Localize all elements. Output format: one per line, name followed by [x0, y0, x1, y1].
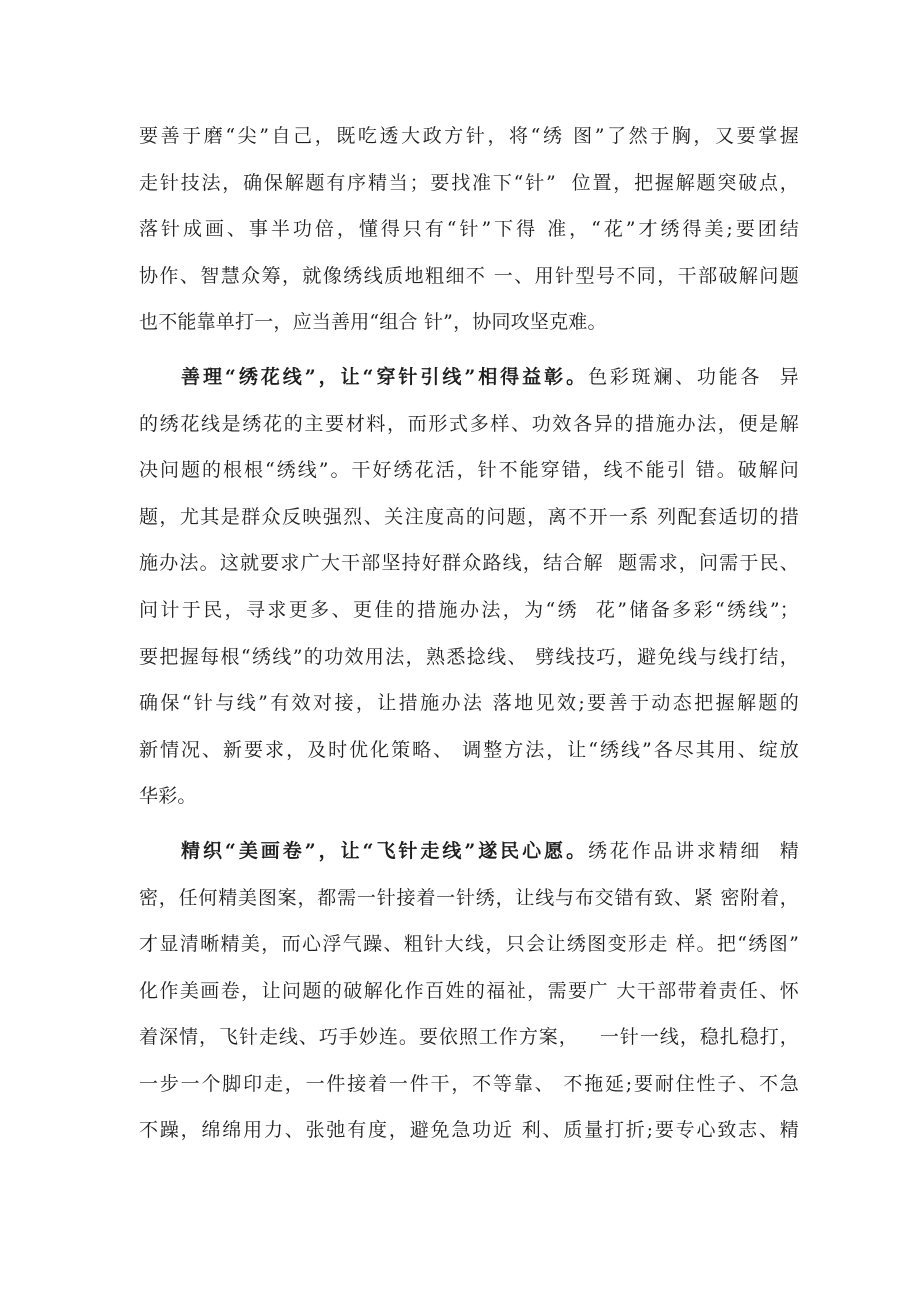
text-line: 问计于民，寻求更多、更佳的措施办法，为“绣 花”储备多彩“绣线”； — [139, 598, 799, 621]
text-line: 协作、智慧众筹，就像绣线质地粗细不 一、用针型号不同，干部破解问题 — [139, 264, 799, 287]
text-line: 化作美画卷，让问题的破解化作百姓的福祉，需要广 大干部带着责任、怀 — [139, 979, 799, 1002]
text-line: 施办法。这就要求广大干部坚持好群众路线，结合解 题需求，问需于民、 — [139, 552, 799, 575]
text-line: 新情况、新要求，及时优化策略、 调整方法，让“绣线”各尽其用、绽放 — [139, 738, 799, 761]
text-line: 要把握每根“绣线”的功效用法，熟悉捻线、 劈线技巧，避免线与线打结， — [139, 645, 799, 668]
text-line: 决问题的根根“绣线”。干好绣花活，针不能穿错，线不能引 错。破解问 — [139, 459, 799, 482]
text-run: 绣花作品讲求精细 精 — [588, 839, 800, 862]
text-line: 不躁，绵绵用力、张弛有度，避免急功近 利、质量打折;要专心致志、精 — [139, 1119, 799, 1142]
text-line: 要善于磨“尖”自己，既吃透大政方针，将“绣 图”了然于胸，又要掌握 — [139, 125, 799, 147]
paragraph-first-line — [139, 354, 799, 401]
text-line: 题，尤其是群众反映强烈、关注度高的问题，离不开一系 列配套适切的措 — [139, 505, 799, 528]
paragraph-first-line — [139, 828, 799, 875]
text-line: 才显清晰精美，而心浮气躁、粗针大线，只会让绣图变形走 样。把“绣图” — [139, 933, 799, 956]
text-run: 色彩斑斓、功能各 异 — [588, 365, 800, 388]
text-line: 的绣花线是绣花的主要材料，而形式多样、功效各异的措施办法，便是解 — [139, 412, 799, 435]
text-line: 走针技法，确保解题有序精当；要找准下“针” 位置，把握解题突破点， — [139, 171, 799, 194]
paragraph-heading: 精织“美画卷”，让“飞针走线”遂民心愿。 — [181, 839, 589, 862]
document-page — [139, 113, 799, 1154]
text-line: 确保“针与线”有效对接，让措施办法 落地见效;要善于动态把握解题的 — [139, 692, 799, 715]
text-line: 着深情，飞针走线、巧手妙连。要依照工作方案， 一针一线，稳扎稳打， — [139, 1026, 799, 1049]
text-line: 密，任何精美图案，都需一针接着一针绣，让线与布交错有致、紧 密附着， — [139, 886, 799, 909]
paragraph-3 — [139, 828, 799, 1154]
text-line: 也不能靠单打一，应当善用“组合 针”，协同攻坚克难。 — [139, 311, 607, 334]
text-line: 一步一个脚印走，一件接着一件干，不等靠、 不拖延;要耐住性子、不急 — [139, 1072, 799, 1095]
text-line: 落针成画、事半功倍，懂得只有“针”下得 准，“花”才绣得美;要团结 — [139, 218, 799, 241]
paragraph-2 — [139, 354, 799, 820]
text-line: 华彩。 — [139, 785, 197, 808]
paragraph-1 — [139, 113, 799, 346]
paragraph-heading: 善理“绣花线”，让“穿针引线”相得益彰。 — [181, 365, 589, 388]
